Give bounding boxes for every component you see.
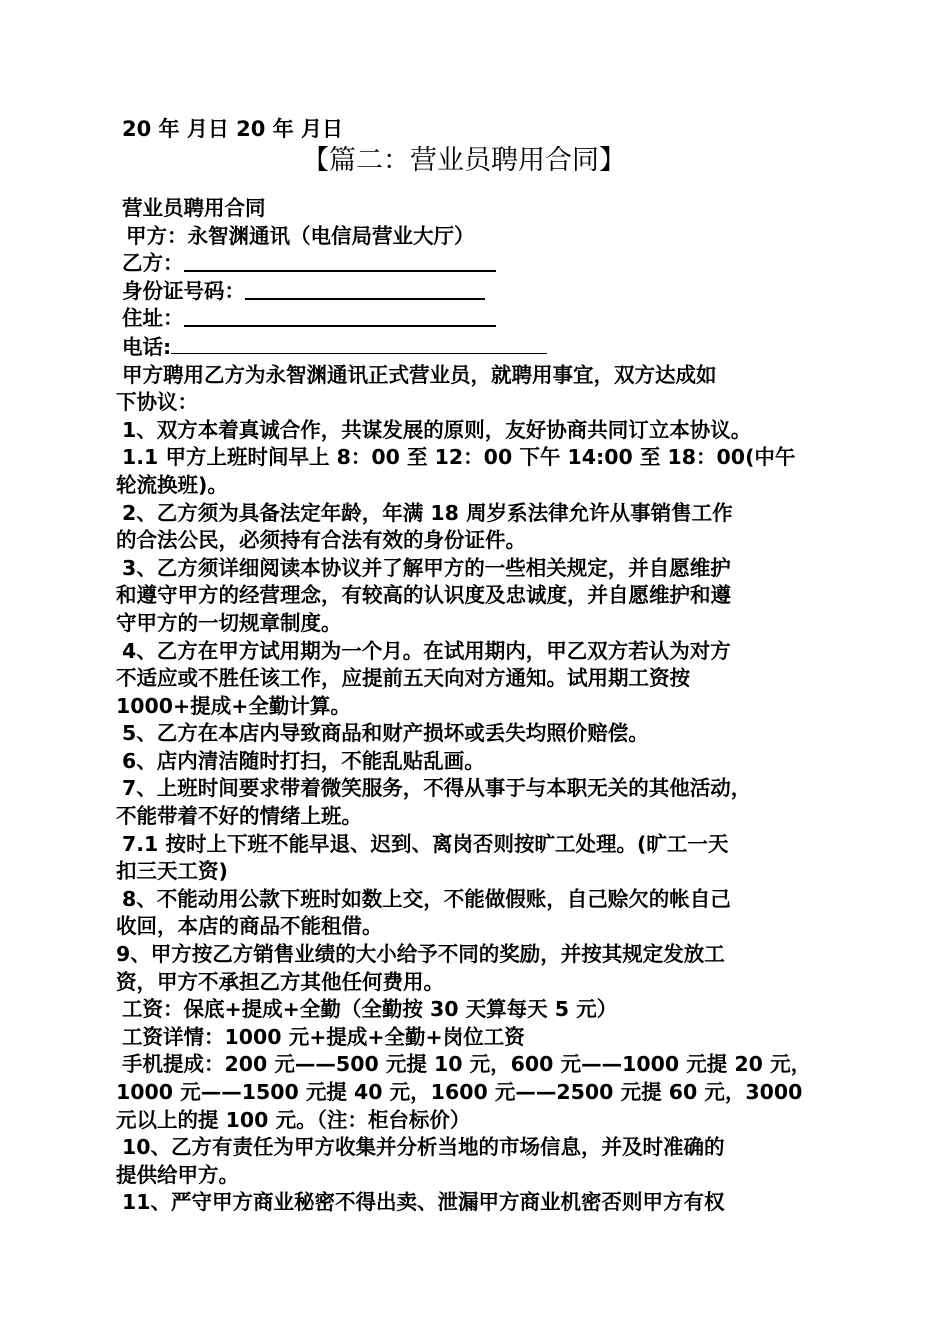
id-label: 身份证号码： (122, 278, 245, 303)
text-line: 1、双方本着真诚合作，共谋发展的原则，友好协商共同订立本协议。 (122, 417, 752, 442)
contract-body (116, 195, 846, 1217)
text-line: 工资：保底+提成+全勤（全勤按 30 天算每天 5 元） (122, 997, 618, 1022)
phone-label: 电话: (122, 334, 172, 359)
date-line: 20 年 月日 20 年 月日 (122, 117, 344, 141)
text-line: 元以上的提 100 元。（注：柜台标价） (116, 1107, 471, 1132)
text-line: 工资详情：1000 元+提成+全勤+岗位工资 (122, 1024, 525, 1049)
address-blank (184, 311, 496, 327)
address-line (116, 305, 846, 333)
section-title: 【篇二：营业员聘用合同】 (302, 145, 626, 176)
phone-blank (171, 333, 547, 354)
text-line: 5、乙方在本店内导致商品和财产损坏或丢失均照价赔偿。 (122, 721, 649, 746)
text-line: 2、乙方须为具备法定年龄，年满 18 周岁系法律允许从事销售工作 (122, 500, 733, 525)
text-line: 和遵守甲方的经营理念，有较高的认识度及忠诚度，并自愿维护和遵 (116, 583, 731, 608)
id-line (116, 278, 846, 306)
text-line: 4、乙方在甲方试用期为一个月。在试用期内，甲乙双方若认为对方 (122, 638, 731, 663)
text-line: 收回，本店的商品不能租借。 (116, 914, 383, 939)
address-label: 住址： (122, 306, 184, 331)
text-line: 的合法公民，必须持有合法有效的身份证件。 (116, 528, 526, 553)
text-line: 1000 元——1500 元提 40 元，1600 元——2500 元提 60 元，3000 (116, 1080, 803, 1104)
text-line: 提供给甲方。 (116, 1162, 239, 1187)
text-line: 9、甲方按乙方销售业绩的大小给予不同的奖励，并按其规定发放工 (116, 942, 725, 967)
party-b-label: 乙方： (122, 251, 184, 276)
text-line: 下协议： (116, 390, 198, 415)
text-line: 资，甲方不承担乙方其他任何费用。 (116, 969, 444, 994)
text-line: 11、严守甲方商业秘密不得出卖、泄漏甲方商业机密否则甲方有权 (122, 1190, 725, 1215)
text-line: 扣三天工资) (116, 859, 228, 884)
id-blank (245, 284, 485, 300)
party-a-line: 甲方：永智渊通讯（电信局营业大厅） (126, 223, 475, 248)
text-line: 1.1 甲方上班时间早上 8：00 至 12：00 下午 14:00 至 18：00(中午 (122, 445, 796, 470)
text-line: 手机提成：200 元——500 元提 10 元，600 元——1000 元提 20 元， (122, 1052, 812, 1077)
text-line: 不能带着不好的情绪上班。 (116, 804, 362, 829)
text-line: 7.1 按时上下班不能早退、迟到、离岗否则按旷工处理。(旷工一天 (122, 831, 729, 856)
party-b-blank (184, 256, 496, 272)
text-line: 1000+提成+全勤计算。 (116, 693, 351, 718)
text-line: 8、不能动用公款下班时如数上交，不能做假账，自己赊欠的帐自己 (122, 886, 731, 911)
text-line: 轮流换班)。 (116, 472, 228, 497)
text-line: 10、乙方有责任为甲方收集并分析当地的市场信息，并及时准确的 (122, 1135, 725, 1160)
text-line: 6、店内清洁随时打扫，不能乱贴乱画。 (122, 748, 485, 773)
text-line: 3、乙方须详细阅读本协议并了解甲方的一些相关规定，并自愿维护 (122, 555, 731, 580)
text-line: 不适应或不胜任该工作，应提前五天向对方通知。试用期工资按 (116, 666, 690, 691)
text-line: 7、上班时间要求带着微笑服务，不得从事于与本职无关的其他活动， (122, 776, 752, 801)
text-line: 守甲方的一切规章制度。 (116, 610, 342, 635)
party-b-line (116, 250, 846, 278)
contract-title: 营业员聘用合同 (122, 196, 266, 220)
text-line: 甲方聘用乙方为永智渊通讯正式营业员，就聘用事宜，双方达成如 (122, 362, 717, 387)
phone-line (116, 333, 846, 362)
